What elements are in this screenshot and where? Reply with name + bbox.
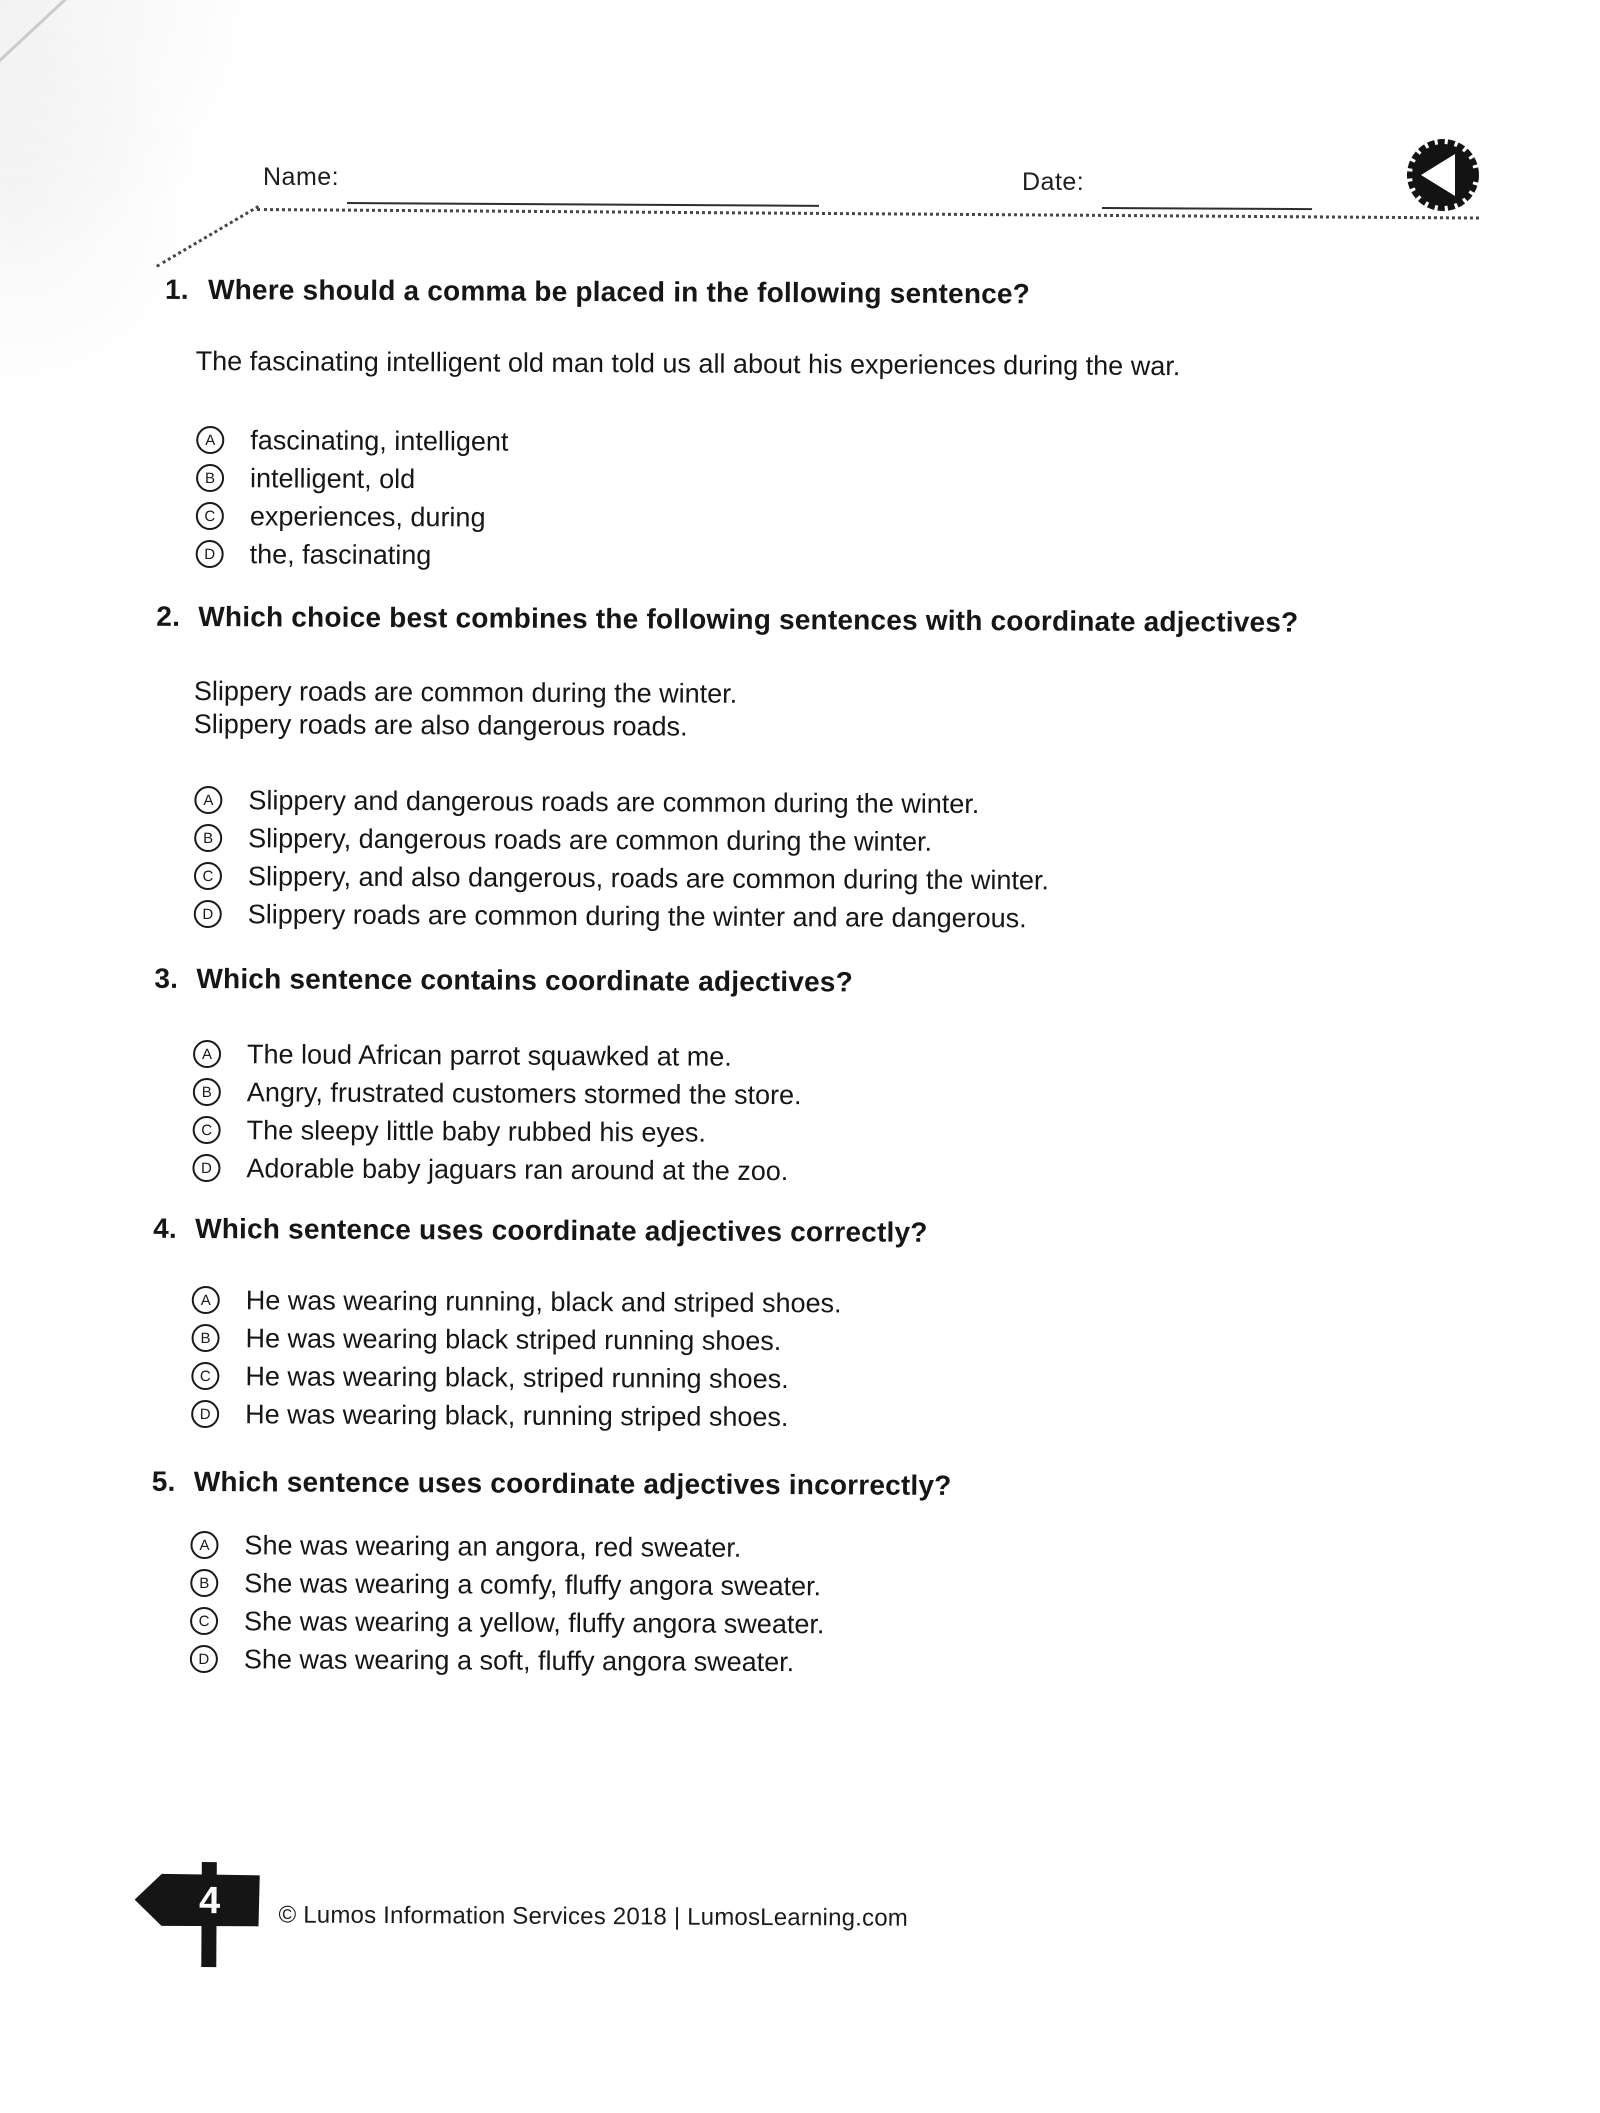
answer-bubble-c[interactable]: C [196, 502, 224, 530]
question-1-header [0, 272, 1600, 314]
option-text: Adorable baby jaguars ran around at the zoo. [246, 1152, 789, 1186]
option-text: the, fascinating [249, 538, 432, 570]
question-number: 1. [164, 273, 189, 305]
question-4 [0, 1211, 1595, 1440]
question-1 [0, 272, 1600, 580]
option-text: experiences, during [249, 500, 486, 532]
option-text: She was wearing a soft, fluffy angora sweater. [243, 1643, 795, 1677]
answer-bubble-d[interactable]: D [192, 1154, 220, 1182]
question-2 [0, 599, 1598, 940]
passage-line: Slippery roads are common during the winter. [193, 675, 738, 709]
passage-line: Slippery roads are also dangerous roads. [193, 708, 688, 742]
option-text: She was wearing a yellow, fluffy angora sweater. [244, 1605, 825, 1639]
option-text: Slippery roads are common during the winter and are dangerous. [247, 898, 1027, 933]
answer-bubble-a[interactable]: A [190, 1531, 218, 1559]
answer-bubble-c[interactable]: C [190, 1607, 218, 1635]
copyright-text: © Lumos Information Services 2018 | LumosLearning.com [278, 1901, 909, 1932]
answer-options [190, 1526, 1594, 1685]
question-prompt: Where should a comma be placed in the following sentence? [207, 274, 1031, 310]
option-text: Slippery and dangerous roads are common during the winter. [248, 784, 980, 819]
question-prompt: Which choice best combines the following sentences with coordinate adjectives? [198, 600, 1299, 638]
question-5-header [0, 1464, 1594, 1506]
option-d[interactable] [196, 535, 1599, 580]
question-passage [196, 345, 1600, 385]
answer-options [192, 1035, 1596, 1194]
question-number: 4. [153, 1212, 177, 1244]
option-text: Slippery, dangerous roads are common during the winter. [248, 822, 933, 857]
option-text: Slippery, and also dangerous, roads are common during the winter. [247, 860, 1050, 895]
option-d[interactable] [191, 1395, 1594, 1440]
question-prompt: Which sentence uses coordinate adjectives correctly? [195, 1212, 928, 1248]
answer-bubble-b[interactable]: B [194, 824, 222, 852]
answer-bubble-c[interactable]: C [193, 1116, 221, 1144]
option-text: She was wearing a comfy, fluffy angora sweater. [244, 1567, 822, 1601]
option-d[interactable] [192, 1149, 1595, 1194]
option-text: She was wearing an angora, red sweater. [244, 1529, 742, 1563]
question-3 [0, 961, 1597, 1194]
answer-options [194, 781, 1598, 940]
option-text: Angry, frustrated customers stormed the store. [246, 1076, 802, 1110]
answer-options [196, 421, 1600, 580]
option-text: He was wearing black, striped running shoes. [245, 1360, 789, 1394]
question-number: 5. [151, 1465, 176, 1497]
answer-bubble-a[interactable]: A [196, 426, 224, 454]
answer-bubble-b[interactable]: B [191, 1324, 219, 1352]
question-2-header [0, 599, 1598, 641]
option-text: intelligent, old [249, 462, 416, 494]
option-d[interactable] [190, 1640, 1593, 1685]
question-number: 2. [156, 600, 181, 632]
option-d[interactable] [194, 895, 1597, 940]
option-text: The sleepy little baby rubbed his eyes. [246, 1114, 706, 1148]
answer-bubble-a[interactable]: A [194, 786, 222, 814]
question-5 [0, 1464, 1594, 1685]
answer-bubble-c[interactable]: C [191, 1362, 219, 1390]
option-text: fascinating, intelligent [250, 424, 509, 457]
option-text: He was wearing black striped running shoes. [245, 1322, 782, 1356]
answer-bubble-a[interactable]: A [193, 1040, 221, 1068]
question-3-header [0, 961, 1597, 1003]
answer-options [191, 1281, 1595, 1440]
answer-bubble-d[interactable]: D [191, 1400, 219, 1428]
option-text: He was wearing running, black and striped shoes. [245, 1284, 842, 1318]
page-number-signpost-icon [133, 1862, 262, 1969]
option-text: He was wearing black, running striped shoes. [245, 1398, 789, 1432]
option-text: The loud African parrot squawked at me. [246, 1038, 732, 1072]
page-number: 4 [198, 1880, 221, 1923]
passage-line: The fascinating intelligent old man told us all about his experiences during the war. [195, 345, 1181, 382]
question-prompt: Which sentence uses coordinate adjectives incorrectly? [193, 1465, 952, 1501]
answer-bubble-d[interactable]: D [194, 900, 222, 928]
answer-bubble-b[interactable]: B [193, 1078, 221, 1106]
question-passage [194, 675, 1598, 748]
date-label: Date: [1022, 168, 1085, 196]
answer-bubble-a[interactable]: A [192, 1286, 220, 1314]
answer-bubble-b[interactable]: B [190, 1569, 218, 1597]
question-4-header [0, 1211, 1595, 1253]
answer-bubble-c[interactable]: C [194, 862, 222, 890]
question-prompt: Which sentence contains coordinate adjectives? [196, 962, 854, 998]
answer-bubble-b[interactable]: B [196, 464, 224, 492]
answer-bubble-d[interactable]: D [196, 540, 224, 568]
answer-bubble-d[interactable]: D [190, 1645, 218, 1673]
name-label: Name: [263, 163, 340, 191]
question-number: 3. [154, 962, 179, 994]
